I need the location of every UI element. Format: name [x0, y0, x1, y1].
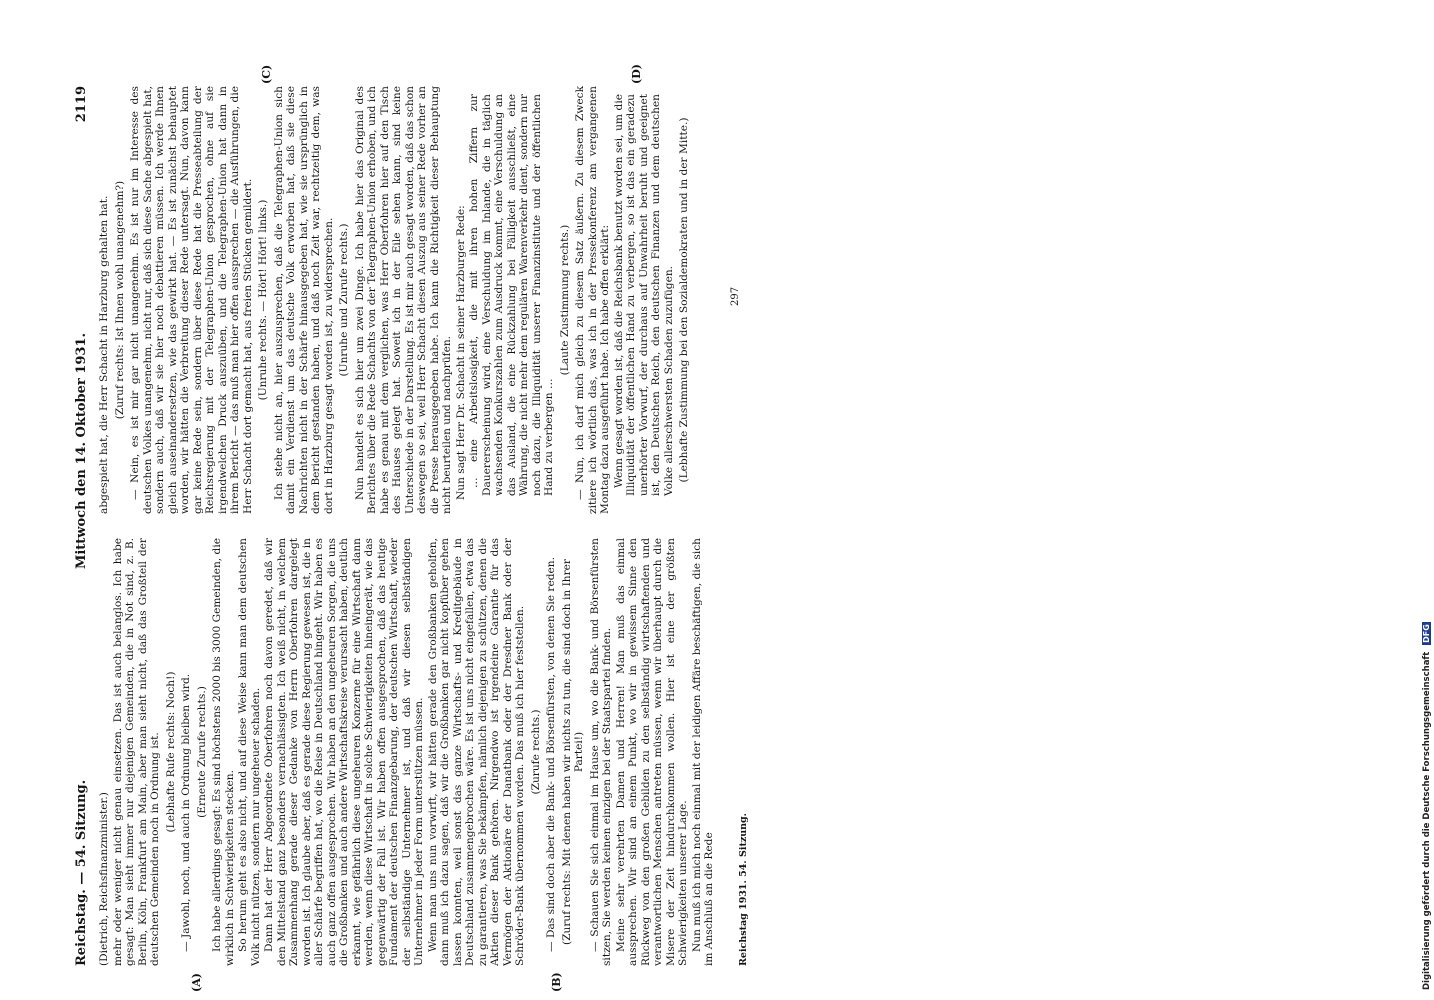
- interjection: (Zuruf rechts: Mit denen haben wir nichts zu tun, die sind doch in Ihrer Partei!): [560, 559, 585, 945]
- page-footer: Reichstag 1931. 54. Sitzung.: [738, 813, 749, 966]
- interjection: (Lebhafte Rufe rechts: Noch!): [164, 671, 177, 833]
- interjection: (Unruhe und Zurufe rechts.): [338, 223, 350, 377]
- margin-marker-c: (C): [260, 64, 273, 84]
- paragraph: Nun sagt Herr Dr. Schacht in seiner Harzburger Rede:: [454, 205, 467, 500]
- paragraph: Ich stehe nicht an, hier auszusprechen, daß die Telegraphen-Union sich damit ein Verdienst um das deutsche Volk erworben hat, daß sie diese Nachrichten nicht in der Schärfe hinausgegeben hat, wie sie ursprünglich in dem Bericht gestanden haben, und daß noch Zeit war, rechtzeitig dem, was dort in Harzburg gesagt worden ist, zu widersprechen.: [272, 86, 335, 514]
- interjection: (Unruhe rechts. — Hört! Hört! links.): [257, 199, 269, 401]
- interjection: (Erneute Zurufe rechts.): [195, 686, 208, 818]
- paragraph: So herum geht es also nicht, und auf diese Weise kann man dem deutschen Volk nicht nützen, sondern nur ungeheuer schaden.: [237, 538, 262, 966]
- paragraph: abgespielt hat, die Herr Schacht in Harzburg gehalten hat.: [98, 195, 110, 514]
- quoted-passage: … eine Arbeitslosigkeit, die mit ihren hohen Ziffern zur Dauererscheinung wird, eine Verschuldung im Inlande, die in täglich wachsenden Konkurszahlen zum Ausdruck kommt, eine Verschuldung an das Ausland, die eine Rückzahlung bei Fälligkeit ausschließt, eine Währung, die nicht mehr dem regulären Warenverkehr dient, sondern nur noch dazu, die Illiquidität unserer Finanzinstitute und der öffentlichen Hand zu verbergen …: [468, 94, 555, 496]
- paragraph: — Das sind doch aber die Bank- und Börsenfürsten, von denen Sie reden.: [545, 557, 557, 952]
- paragraph: Nun muß ich mich noch einmal mit der leidigen Affäre beschäftigen, die sich im Anschluß an die Rede: [690, 538, 715, 966]
- margin-marker-d: (D): [630, 64, 643, 84]
- header-page-number: 2119: [73, 86, 89, 123]
- paragraph: Meine sehr verehrten Damen und Herren! Man muß das einmal aussprechen. Wir sind an einem Punkt, wo wir in gewissem Sinne den Rückweg von den großen Gebilden zu den selbständig wirtschaftenden und verantwortlichen Menschen antreten müssen, wenn wir überhaupt durch die Misere der Zeit hindurchkommen wollen. Hier ist eine der größten Schwierigkeiten unserer Lage.: [614, 538, 689, 966]
- page-header: [70, 86, 92, 966]
- dfg-logo: DFG: [1422, 624, 1431, 643]
- paragraph: Ich habe allerdings gesagt: Es sind höchstens 2000 bis 3000 Gemeinden, die wirklich in Schwierigkeiten stecken.: [211, 538, 236, 966]
- rotated-page: [70, 64, 750, 992]
- speaker-line: (Dietrich, Reichsfinanzminister.): [98, 792, 110, 966]
- paragraph: Nun handelt es sich hier um zwei Dinge. Ich habe hier das Original des Berichtes über die Rede Schachts von der Telegraphen-Union erhoben, und ich habe es genau mit dem verglichen, was Herr Oberfohren hier auf den Tisch des Hauses gelegt hat. Soweit ich in der Eile sehen kann, sind keine Unterschiede in der Darstellung. Es ist mir auch gesagt worden, daß das schon deswegen so sei, weil Herr Schacht diesen Auszug aus seiner Rede vorher an die Presse herausgegeben habe. Ich kann die Richtigkeit dieser Behauptung nicht beurteilen und nachprüfen.: [353, 86, 453, 514]
- interjection: (Laute Zustimmung rechts.): [558, 224, 571, 376]
- quotation-block: [468, 86, 556, 514]
- interjection: (Zurufe rechts.): [529, 709, 542, 795]
- digitization-text: Digitalisierung gefördert durch die Deutsche Forschungsgemeinschaft: [1422, 651, 1432, 990]
- margin-marker-a: (A): [190, 973, 203, 992]
- left-column: [98, 538, 738, 966]
- paragraph: — Nein, es ist mir gar nicht unangenehm. Es ist nur im Interesse des deutschen Volkes unangenehm, nicht nur, daß sich diese Sache abgespielt hat, sondern auch, daß wir sie hier noch debattieren müssen. Ich werde Ihnen gleich auseinandersetzen, wie das gewirkt hat. — Es ist zunächst behauptet worden, wir hätten die Verbreitung dieser Rede untersagt. Nun, davon kann gar keine Rede sein, sondern über diese Rede hat die Presseabteilung der Reichsregierung mit der Telegraphen-Union gesprochen, ohne auf sie irgendwelchen Druck auszuüben, und die Telegraphen-Union hat dann in ihrem Bericht — das muß man hier offen aussprechen — die Ausführungen, die Herr Schacht dort gemacht hat, aus freien Stücken gemildert.: [129, 86, 254, 514]
- margin-marker-b: (B): [550, 972, 563, 992]
- paragraph: Dann hat der Herr Abgeordnete Oberfohren noch davon geredet, daß wir den Mittelstand ganz besonders vernachlässigten. Ich weiß nicht, in welchem Zusammenhang gerade dieser Gedanke von Herrn Oberfohren dargelegt worden ist. Ich glaube aber, daß es gerade diese Regierung gewesen ist, die in aller Schärfe begriffen hat, wo die Reise in Deutschland hingeht. Wir haben es auch ganz offen ausgesprochen. Wir haben an den ungeheuren Sorgen, die uns die Großbanken und auch andere Wirtschaftskreise verursacht haben, deutlich erkannt, wie gefährlich diese ungeheuren Konzerne für eine Wirtschaft dann werden, wenn diese Wirtschaft in solche Schwierigkeiten hineingerät, wie das gegenwärtig der Fall ist. Wir haben offen ausgesprochen, daß das heutige Fundament der deutschen Finanzgebarung, der deutschen Wirtschaft, wieder der selbständige Unternehmer ist, und daß wir diesen selbständigen Unternehmer in jeder Form unterstützen müssen.: [263, 538, 425, 966]
- header-date: Mittwoch den 14. Oktober 1931.: [73, 333, 89, 570]
- quoted-passage: Wenn gesagt worden ist, daß die Reichsbank benutzt worden sei, um die Illiquidität der öffentlichen Hand zu verbergen, so ist das ein geradezu unerhörter Vorwurf, der durchaus auf Unwahrheit beruht und geeignet ist, den Deutschen Reich, den deutschen Finanzen und dem deutschen Volke allerschwersten Schaden zuzufügen.: [612, 94, 675, 496]
- paragraph: — Jawohl, noch, und auch in Ordnung bleiben wird.: [180, 673, 192, 952]
- header-session: Reichstag. — 54. Sitzung.: [73, 779, 89, 966]
- paragraph: mehr oder weniger nicht genau einsetzen. Das ist auch belanglos. Ich habe gesagt: Man sieht immer nur diejenigen Gemeinden, die in Not sind, z. B. Berlin, Köln, Frankfurt am Main, aber man sieht nicht, daß das Großteil der deutschen Gemeinden noch in Ordnung ist.: [111, 538, 161, 966]
- paragraph: — Schauen Sie sich einmal im Hause um, wo die Bank- und Börsenfürsten sitzen, Sie werden keinen einzigen bei der Staatspartei finden.: [588, 538, 613, 966]
- paragraph: Wenn man uns nun vorwirft, wir hätten gerade den Großbanken geholfen, dann muß ich dazu sagen, daß wir die Großbanken gar nicht kopfüber gehen lassen konnten, weil sonst das ganze Wirtschafts- und Kreditgebäude in Deutschland zusammengebrochen wäre. Es ist uns nicht eingefallen, etwa das zu garantieren, was Sie bekämpfen, nämlich diejenigen zu schützen, denen die Aktien dieser Bank gehören. Nirgendwo ist irgendeine Garantie für das Vermögen der Aktionäre der Danatbank oder der Dresdner Bank oder der Schröder-Bank übernommen worden. Das muß ich hier feststellen.: [426, 538, 526, 966]
- interjection: (Zuruf rechts: Ist Ihnen wohl unangenehm?): [113, 180, 126, 420]
- sheet-number: 297: [730, 286, 741, 306]
- paragraph: — Nun, ich darf mich gleich zu diesem Satz äußern. Zu diesem Zweck zitiere ich wörtlich das, was ich in der Pressekonferenz am vergangenen Montag dazu ausgeführt habe. Ich habe offen erklärt:: [574, 86, 611, 514]
- right-column: [98, 86, 738, 514]
- interjection: (Lebhafte Zustimmung bei den Sozialdemokraten und in der Mitte.): [678, 117, 690, 483]
- digitization-note: [1422, 622, 1432, 990]
- quotation-block: [613, 86, 676, 514]
